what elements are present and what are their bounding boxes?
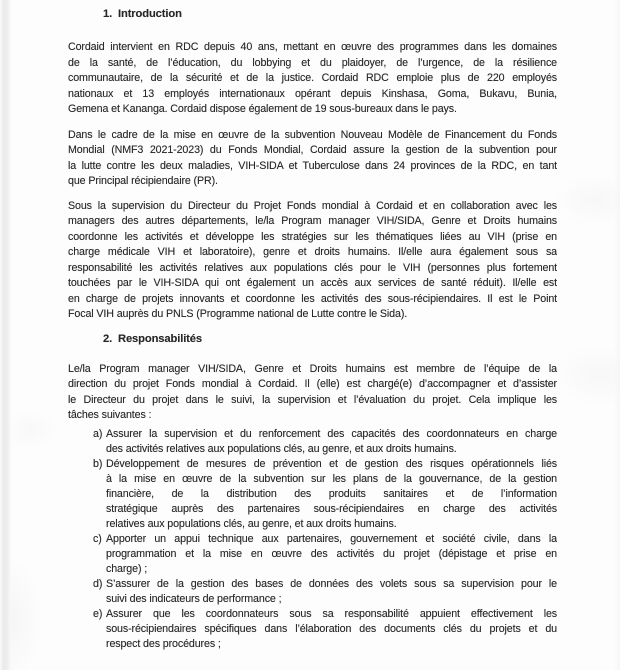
section-heading bbox=[103, 333, 557, 345]
list-item-marker: e) bbox=[93, 607, 103, 620]
text-line: que Principal récipiendaire (PR). bbox=[68, 175, 218, 187]
text-line: Cordaid intervient en RDC depuis 40 ans, mettant en œuvre des programmes dans les domaines bbox=[68, 41, 557, 53]
list-item-text bbox=[106, 577, 557, 607]
paragraph bbox=[68, 128, 557, 190]
text-line: responsabilité les activités relatives aux populations clés pour le VIH (personnes plus fortement bbox=[68, 261, 557, 274]
text-line: des activités relatives aux populations clés, au genre, et aux droits humains. bbox=[106, 442, 457, 455]
text-line: le Directeur du projet dans le suivi, la supervision et l’évaluation du projet. Cela implique les bbox=[68, 393, 557, 406]
list-item-text bbox=[106, 427, 557, 457]
text-line: managers des autres départements, le/la Program manager VIH/SIDA, Genre et Droits humains bbox=[68, 215, 557, 227]
text-line: suivi des indicateurs de performance ; bbox=[106, 592, 282, 605]
paragraph bbox=[68, 40, 557, 118]
text-line: programmation et la mise en œuvre des activités du projet (dépistage et prise en bbox=[106, 547, 557, 560]
text-line: stratégique auprès des partenaires sous-récipiendaires en charge des activités bbox=[106, 502, 557, 515]
list-item-marker: d) bbox=[93, 577, 103, 590]
text-line: Le/la Program manager VIH/SIDA, Genre et Droits humains est membre de l’équipe de la bbox=[68, 362, 557, 375]
text-line: direction du projet Fonds mondial à Cordaid. Il (elle) est chargé(e) d’accompagner et d’assister bbox=[68, 378, 557, 390]
section-heading bbox=[103, 8, 557, 20]
list-item-marker: b) bbox=[93, 457, 103, 470]
text-line: S’assurer de la gestion des bases de données des volets sous sa supervision pour le bbox=[106, 577, 557, 590]
list-item-marker: c) bbox=[93, 532, 102, 545]
heading-label: Responsabilités bbox=[118, 332, 202, 345]
text-line: Sous la supervision du Directeur du Projet Fonds mondial à Cordaid et en collaboration avec les bbox=[68, 199, 557, 212]
document-page bbox=[68, 8, 557, 652]
text-line: communautaire, de la sécurité et de la justice. Cordaid RDC emploie plus de 220 employés bbox=[68, 72, 557, 84]
text-line: charge médicale VIH et laboratoire), genre et droits humains. Il/elle aura également sous sa bbox=[68, 246, 557, 258]
text-line: sous-récipiendaires spécifiques dans l’élaboration des documents clés du projets et du bbox=[106, 622, 557, 635]
list-item bbox=[68, 532, 557, 577]
list-item bbox=[68, 607, 557, 652]
text-line: la lutte contre les deux maladies, VIH-SIDA et Tuberculose dans 24 provinces de la RDC, en tant bbox=[68, 159, 557, 172]
list-item-text bbox=[106, 532, 557, 577]
list-item-marker: a) bbox=[93, 427, 103, 440]
text-line: tâches suivantes : bbox=[68, 409, 152, 421]
list-item-text bbox=[106, 457, 557, 532]
text-line: touchées par le VIH-SIDA qui ont également un accès aux services de santé réduit). Il/elle est bbox=[68, 277, 557, 289]
text-line: financière, de la distribution des produits sanitaires et de l’information bbox=[106, 487, 557, 500]
text-line: Dans le cadre de la mise en œuvre de la subvention Nouveau Modèle de Financement du Fonds bbox=[68, 128, 557, 141]
heading-number: 2. bbox=[103, 332, 113, 345]
text-line: Assurer la supervision et du renforcement des capacités des coordonnateurs en charge bbox=[106, 427, 557, 440]
text-line: Développement de mesures de prévention et de gestion des risques opérationnels liés bbox=[106, 457, 557, 470]
text-line: Apporter un appui technique aux partenaires, gouvernement et société civile, dans la bbox=[106, 532, 557, 545]
scan-edge-shadow-right bbox=[614, 0, 620, 670]
task-list bbox=[68, 427, 557, 652]
heading-label: Introduction bbox=[118, 8, 182, 20]
text-line: Focal VIH auprès du PNLS (Programme national de Lutte contre le Sida). bbox=[68, 308, 408, 320]
scan-edge-shadow-left bbox=[0, 0, 11, 670]
heading-number: 1. bbox=[103, 8, 113, 20]
text-line: en charge de projets innovants et coordonne les activités des sous-récipiendaires. Il est le Point bbox=[68, 292, 557, 305]
list-item bbox=[68, 577, 557, 607]
paragraph bbox=[68, 199, 557, 323]
text-line: de la santé, de l’éducation, du lobbying et du plaidoyer, de l’urgence, de la résilience bbox=[68, 56, 557, 69]
text-line: à la mise en œuvre de la subvention sur les plans de la gouvernance, de la gestion bbox=[106, 472, 557, 485]
list-item bbox=[68, 457, 557, 532]
text-line: Assurer que les coordonnateurs sous sa responsabilité appuient effectivement les bbox=[106, 607, 557, 620]
list-item-text bbox=[106, 607, 557, 652]
text-line: respect des procédures ; bbox=[106, 637, 221, 650]
list-item bbox=[68, 427, 557, 457]
text-line: coordonne les activités et développe les stratégies sur les thématiques liées au VIH (prise en bbox=[68, 230, 557, 243]
paragraph bbox=[68, 362, 557, 424]
text-line: nationaux et 13 employés internationaux opérant depuis Kinshasa, Goma, Bukavu, Bunia, bbox=[68, 87, 557, 100]
text-line: Gemena et Kananga. Cordaid dispose également de 19 sous-bureaux dans le pays. bbox=[68, 103, 457, 115]
text-line: relatives aux populations clés, au genre, et aux droits humains. bbox=[106, 517, 397, 530]
text-line: charge) ; bbox=[106, 562, 148, 575]
text-line: Mondial (NMF3 2021-2023) du Fonds Mondial, Cordaid assure la gestion de la subvention pour bbox=[68, 144, 557, 156]
